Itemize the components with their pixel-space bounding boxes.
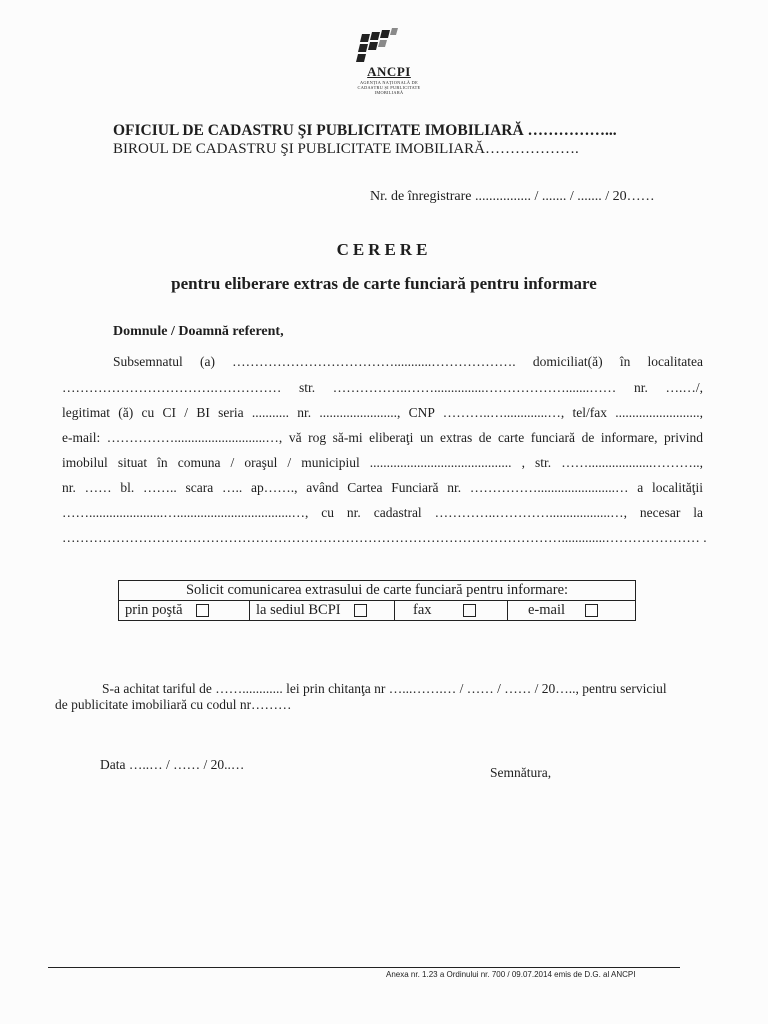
form-subtitle: pentru eliberare extras de carte funciară pentru informare [171,274,597,293]
email-checkbox[interactable] [585,604,598,617]
logo-name: ANCPI [367,64,411,79]
option-office[interactable] [250,601,395,621]
option-email[interactable] [508,601,636,621]
ancpi-logo [340,22,434,102]
salutation: Domnule / Doamnă referent, [113,324,284,339]
body-line-7[interactable]: ……......................…..................................…, cu nr. cadastral …………..…………..................…, necesar la [62,505,703,520]
body-line-2[interactable]: …………………………….…………… str. ……………..……...............……………….......…… nr. ….…/, [62,380,703,395]
body-line-4[interactable]: e-mail: ……………...........................…, vă rog să-mi eliberaţi un extras de carte funciară de informare, privind [62,430,703,445]
body-line-6[interactable]: nr. …… bl. …….. scara ….. ap……., având Cartea Funciară nr. …………….......................… a localităţii [62,480,703,495]
option-post[interactable] [119,601,250,621]
body-line-5[interactable]: imobilul situat în comuna / oraşul / municipiul .......................................... , str. ……...................……….., [62,455,703,470]
option-fax-label: fax [413,602,432,618]
logo-subtitle: AGENȚIA NAȚIONALĂ DE CADASTRU ȘI PUBLICITATE IMOBILIARĂ [357,80,421,95]
option-post-label: prin poştă [125,602,183,618]
footer-divider [48,967,680,968]
body-line-3[interactable]: legitimat (ă) cu CI / BI seria ........... nr. ......................., CNP ………..….............…, tel/fax ........................., [62,405,703,420]
form-title: CERERE [336,240,432,259]
communication-table [118,580,636,621]
footer-annex-note: Anexa nr. 1.23 a Ordinului nr. 700 / 09.07.2014 emis de D.G. al ANCPI [386,970,636,979]
bureau-heading: BIROUL DE CADASTRU ŞI PUBLICITATE IMOBILIARĂ………………. [113,141,579,157]
payment-line-1[interactable]: S-a achitat tariful de ……............ lei prin chitanţa nr …...…….… / …… / …… / 20….., pentru serviciul [102,681,667,696]
body-line-1[interactable]: Subsemnatul (a) ………………………………...........………………. domiciliat(ă) în localitatea [113,354,703,369]
signature-label: Semnătura, [490,765,552,780]
post-checkbox[interactable] [196,604,209,617]
option-office-label: la sediul BCPI [256,602,341,618]
ancpi-logo-mark [340,22,434,66]
date-line[interactable]: Data …..… / …… / 20..… [100,757,245,772]
fax-checkbox[interactable] [463,604,476,617]
office-heading: OFICIUL DE CADASTRU ŞI PUBLICITATE IMOBILIARĂ ……………... [113,122,617,139]
option-fax[interactable] [395,601,508,621]
communication-header: Solicit comunicarea extrasului de carte funciară pentru informare: [119,581,636,601]
office-checkbox[interactable] [354,604,367,617]
option-email-label: e-mail [528,602,566,618]
body-line-8[interactable]: ………………………………………………………………………………………………….............………………… . [62,530,707,545]
payment-line-2[interactable]: de publicitate imobiliară cu codul nr……… [55,697,292,712]
registration-number-line[interactable]: Nr. de înregistrare ................ / ....... / ....... / 20…… [370,189,655,204]
